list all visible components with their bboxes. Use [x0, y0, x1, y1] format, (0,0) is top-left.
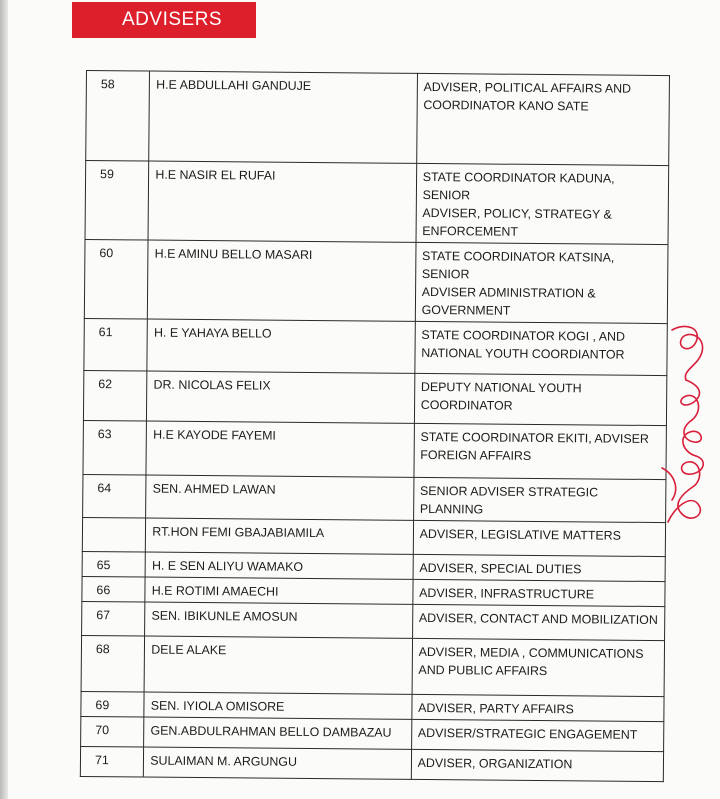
row-number — [82, 517, 146, 552]
row-number: 67 — [82, 601, 146, 636]
role-line: ADVISER/STRATEGIC ENGAGEMENT — [417, 725, 638, 742]
role-line: STATE COORDINATOR KOGI , AND — [421, 327, 626, 344]
adviser-role — [415, 242, 668, 323]
adviser-role — [412, 604, 665, 640]
signature-icon — [652, 318, 714, 538]
adviser-name: SULAIMAN M. ARGUNGU — [144, 747, 412, 779]
role-line: ENFORCEMENT — [422, 223, 519, 239]
row-number: 70 — [81, 716, 145, 747]
row-number: 64 — [83, 474, 147, 518]
row-number: 58 — [86, 71, 150, 162]
role-line: COORDINATOR KANO SATE — [423, 97, 589, 114]
adviser-name: DELE ALAKE — [144, 636, 412, 694]
table-row — [83, 370, 666, 425]
role-line: ADVISER, POLICY, STRATEGY & — [422, 205, 612, 222]
table-row — [82, 517, 665, 556]
adviser-name: H. E YAHAYA BELLO — [147, 319, 415, 373]
role-line: ADVISER, ORGANIZATION — [417, 755, 573, 772]
role-line: ADVISER, CONTACT AND MOBILIZATION — [418, 610, 658, 628]
adviser-role — [416, 73, 669, 165]
table-row — [83, 474, 666, 522]
row-number: 62 — [83, 370, 147, 421]
advisers-table — [80, 70, 670, 782]
role-line: ADVISER, SPECIAL DUTIES — [419, 560, 582, 577]
row-number: 66 — [82, 576, 146, 602]
row-number: 61 — [84, 318, 148, 371]
table-row — [81, 635, 664, 696]
adviser-role — [413, 579, 666, 606]
role-line: ADVISER, MEDIA , COMMUNICATIONS — [418, 644, 644, 661]
role-line: NATIONAL YOUTH COORDIANTOR — [421, 345, 625, 362]
adviser-name: SEN. IBIKUNLE AMOSUN — [145, 602, 413, 638]
adviser-role — [412, 638, 665, 696]
adviser-role — [416, 163, 669, 244]
adviser-name: H.E ABDULLAHI GANDUJE — [149, 71, 417, 163]
row-number: 65 — [82, 551, 146, 577]
adviser-role — [411, 719, 664, 751]
role-line: STATE COORDINATOR KATSINA, SENIOR — [421, 248, 615, 282]
role-line: GOVERNMENT — [421, 302, 511, 318]
role-line: ADVISER, LEGISLATIVE MATTERS — [419, 526, 621, 543]
adviser-role — [414, 423, 667, 479]
role-line: STATE COORDINATOR EKITI, ADVISER — [420, 429, 649, 446]
adviser-name: SEN. IYIOLA OMISORE — [144, 692, 412, 719]
adviser-role — [413, 477, 666, 522]
adviser-name: H. E SEN ALIYU WAMAKO — [145, 552, 413, 579]
role-line: ADVISER ADMINISTRATION & — [421, 284, 596, 301]
adviser-name: DR. NICOLAS FELIX — [147, 371, 415, 423]
role-line: ADVISER, POLITICAL AFFAIRS AND — [423, 79, 632, 96]
row-number: 71 — [80, 746, 144, 777]
adviser-name: SEN. AHMED LAWAN — [146, 475, 414, 520]
table-row — [80, 746, 663, 781]
section-title-banner: ADVISERS — [72, 2, 256, 38]
table-row — [84, 318, 667, 375]
adviser-name: H.E AMINU BELLO MASARI — [148, 240, 416, 321]
adviser-role — [413, 520, 666, 556]
role-line: ADVISER, INFRASTRUCTURE — [419, 585, 595, 602]
adviser-name: H.E ROTIMI AMAECHI — [145, 577, 413, 604]
role-line: COORDINATOR — [420, 397, 513, 413]
adviser-name: H.E NASIR EL RUFAI — [148, 161, 416, 242]
table-row — [84, 239, 668, 323]
row-number: 63 — [83, 420, 147, 475]
row-number: 68 — [81, 635, 145, 692]
adviser-role — [411, 749, 664, 781]
table-row — [86, 71, 670, 166]
adviser-name: H.E KAYODE FAYEMI — [146, 421, 414, 477]
table-row — [85, 161, 669, 245]
row-number: 59 — [85, 161, 149, 241]
page-left-edge — [0, 0, 8, 799]
adviser-role — [413, 554, 666, 581]
row-number: 60 — [84, 239, 148, 319]
adviser-role — [414, 373, 667, 425]
role-line: ADVISER, PARTY AFFAIRS — [418, 700, 574, 717]
adviser-name: RT.HON FEMI GBAJABIAMILA — [146, 518, 414, 554]
role-line: DEPUTY NATIONAL YOUTH — [420, 379, 582, 396]
role-line: STATE COORDINATOR KADUNA, SENIOR — [422, 169, 615, 203]
table-row — [82, 601, 665, 640]
role-line: SENIOR ADVISER STRATEGIC PLANNING — [419, 483, 599, 517]
adviser-name: GEN.ABDULRAHMAN BELLO DAMBAZAU — [144, 717, 412, 749]
row-number: 69 — [81, 691, 145, 717]
adviser-role — [412, 694, 665, 721]
role-line: AND PUBLIC AFFAIRS — [418, 662, 548, 679]
role-line: FOREIGN AFFAIRS — [420, 447, 532, 463]
adviser-role — [415, 321, 668, 375]
table-row — [83, 420, 666, 479]
